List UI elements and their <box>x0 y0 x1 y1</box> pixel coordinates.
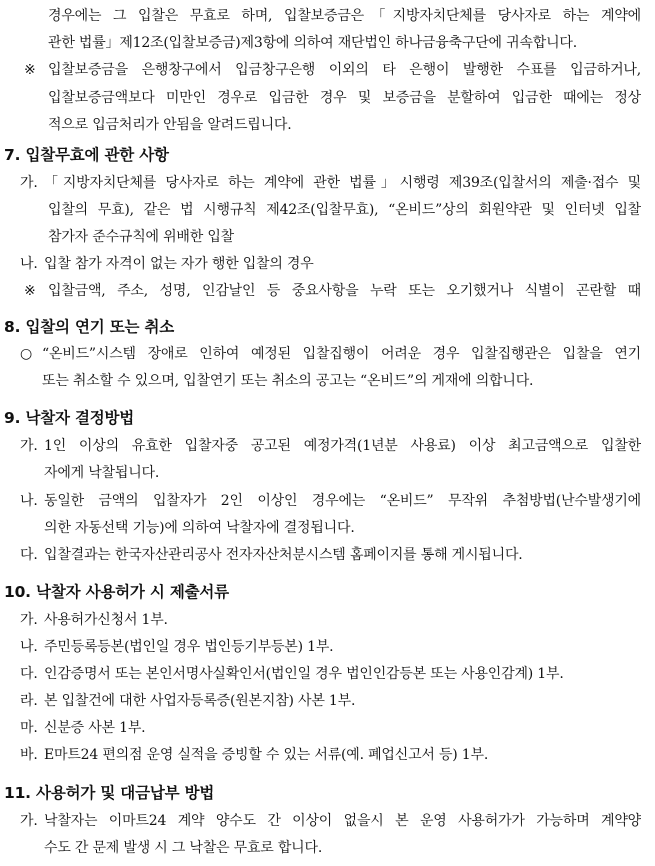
intro-note-marker: ※ <box>24 62 36 78</box>
section-10-item-text: E마트24 편의점 운영 실적을 증빙할 수 있는 서류(예. 폐업신고서 등) 1부. <box>44 747 489 763</box>
section-9-a-marker: 가. <box>20 438 38 454</box>
section-10-item-text: 신분증 사본 1부. <box>44 720 146 736</box>
section-11-a-marker: 가. <box>20 813 38 829</box>
section-10-item-text: 주민등록등본(법인일 경우 법인등기부등본) 1부. <box>44 639 334 655</box>
section-10-item-text: 본 입찰건에 대한 사업자등록증(원본지참) 사본 1부. <box>44 693 356 709</box>
section-7-a-line-2: 입찰의 무효), 같은 법 시행규칙 제42조(입찰무효), “온비드”상의 회원약관 및 인터넷 입찰 <box>48 202 641 218</box>
section-7-title: 7. 입찰무효에 관한 사항 <box>4 146 169 164</box>
section-10-item-marker: 다. <box>20 666 38 682</box>
section-9-b-marker: 나. <box>20 493 38 509</box>
intro-note-line-1: 입찰보증금을 은행창구에서 입금창구은행 이외의 타 은행이 발행한 수표를 입금하거나, <box>48 62 641 78</box>
section-10-item-text: 사용허가신청서 1부. <box>44 612 168 628</box>
section-10-item-marker: 라. <box>20 693 38 709</box>
section-8-title: 8. 입찰의 연기 또는 취소 <box>4 318 175 336</box>
section-9-b-line-2: 의한 자동선택 기능)에 의하여 낙찰자에 결정됩니다. <box>44 520 355 536</box>
section-7-b-marker: 나. <box>20 256 38 272</box>
section-7-note-line-1: 입찰금액, 주소, 성명, 인감날인 등 중요사항을 누락 또는 오기했거나 식별이 곤란할 때 <box>48 283 641 299</box>
section-10-item-text: 인감증명서 또는 본인서명사실확인서(법인일 경우 법인인감등본 또는 사용인감계) 1부. <box>44 666 564 682</box>
section-11-a-line-1: 낙찰자는 이마트24 계약 양수도 간 이상이 없을시 본 운영 사용허가가 가능하며 계약양 <box>44 813 641 829</box>
section-10-item-marker: 나. <box>20 639 38 655</box>
section-7-a-line-1: 「지방자치단체를 당사자로 하는 계약에 관한 법률」시행령 제39조(입찰서의 제출·접수 및 <box>44 175 641 191</box>
section-9-b-line-1: 동일한 금액의 입찰자가 2인 이상인 경우에는 “온비드” 무작위 추첨방법(난수발생기에 <box>44 493 641 509</box>
section-8-item-marker: ○ <box>20 346 33 362</box>
section-9-c-line-1: 입찰결과는 한국자산관리공사 전자자산처분시스템 홈페이지를 통해 게시됩니다. <box>44 547 523 563</box>
section-7-a-marker: 가. <box>20 175 38 191</box>
section-9-a-line-2: 자에게 낙찰됩니다. <box>44 465 160 481</box>
section-9-c-marker: 다. <box>20 547 38 563</box>
section-10-item-marker: 마. <box>20 720 38 736</box>
section-10-title: 10. 낙찰자 사용허가 시 제출서류 <box>4 583 229 601</box>
section-7-b-line-1: 입찰 참가 자격이 없는 자가 행한 입찰의 경우 <box>44 256 314 272</box>
section-7-note-marker: ※ <box>24 283 36 299</box>
intro-line-1: 경우에는 그 입찰은 무효로 하며, 입찰보증금은「지방자치단체를 당사자로 하는 계약에 <box>48 8 641 24</box>
section-8-item-line-1: “온비드”시스템 장애로 인하여 예정된 입찰집행이 어려운 경우 입찰집행관은 입찰을 연기 <box>42 346 641 362</box>
intro-line-2: 관한 법률」제12조(입찰보증금)제3항에 의하여 재단법인 하나금융축구단에 귀속합니다. <box>48 35 577 51</box>
section-8-item-line-2: 또는 취소할 수 있으며, 입찰연기 또는 취소의 공고는 “온비드”의 게재에 의합니다. <box>42 373 534 389</box>
section-9-title: 9. 낙찰자 결정방법 <box>4 409 135 427</box>
section-9-a-line-1: 1인 이상의 유효한 입찰자중 공고된 예정가격(1년분 사용료) 이상 최고금액으로 입찰한 <box>44 438 641 454</box>
section-7-a-line-3: 참가자 준수규칙에 위배한 입찰 <box>48 229 234 245</box>
section-11-a-line-2: 수도 간 문제 발생 시 그 낙찰은 무효로 합니다. <box>44 840 323 856</box>
intro-note-line-3: 적으로 입금처리가 안됨을 알려드립니다. <box>48 117 292 133</box>
intro-note-line-2: 입찰보증금액보다 미만인 경우로 입금한 경우 및 보증금을 분할하여 입금한 때에는 정상 <box>48 90 641 106</box>
section-10-item-marker: 가. <box>20 612 38 628</box>
section-11-title: 11. 사용허가 및 대금납부 방법 <box>4 784 215 802</box>
section-10-item-marker: 바. <box>20 747 38 763</box>
